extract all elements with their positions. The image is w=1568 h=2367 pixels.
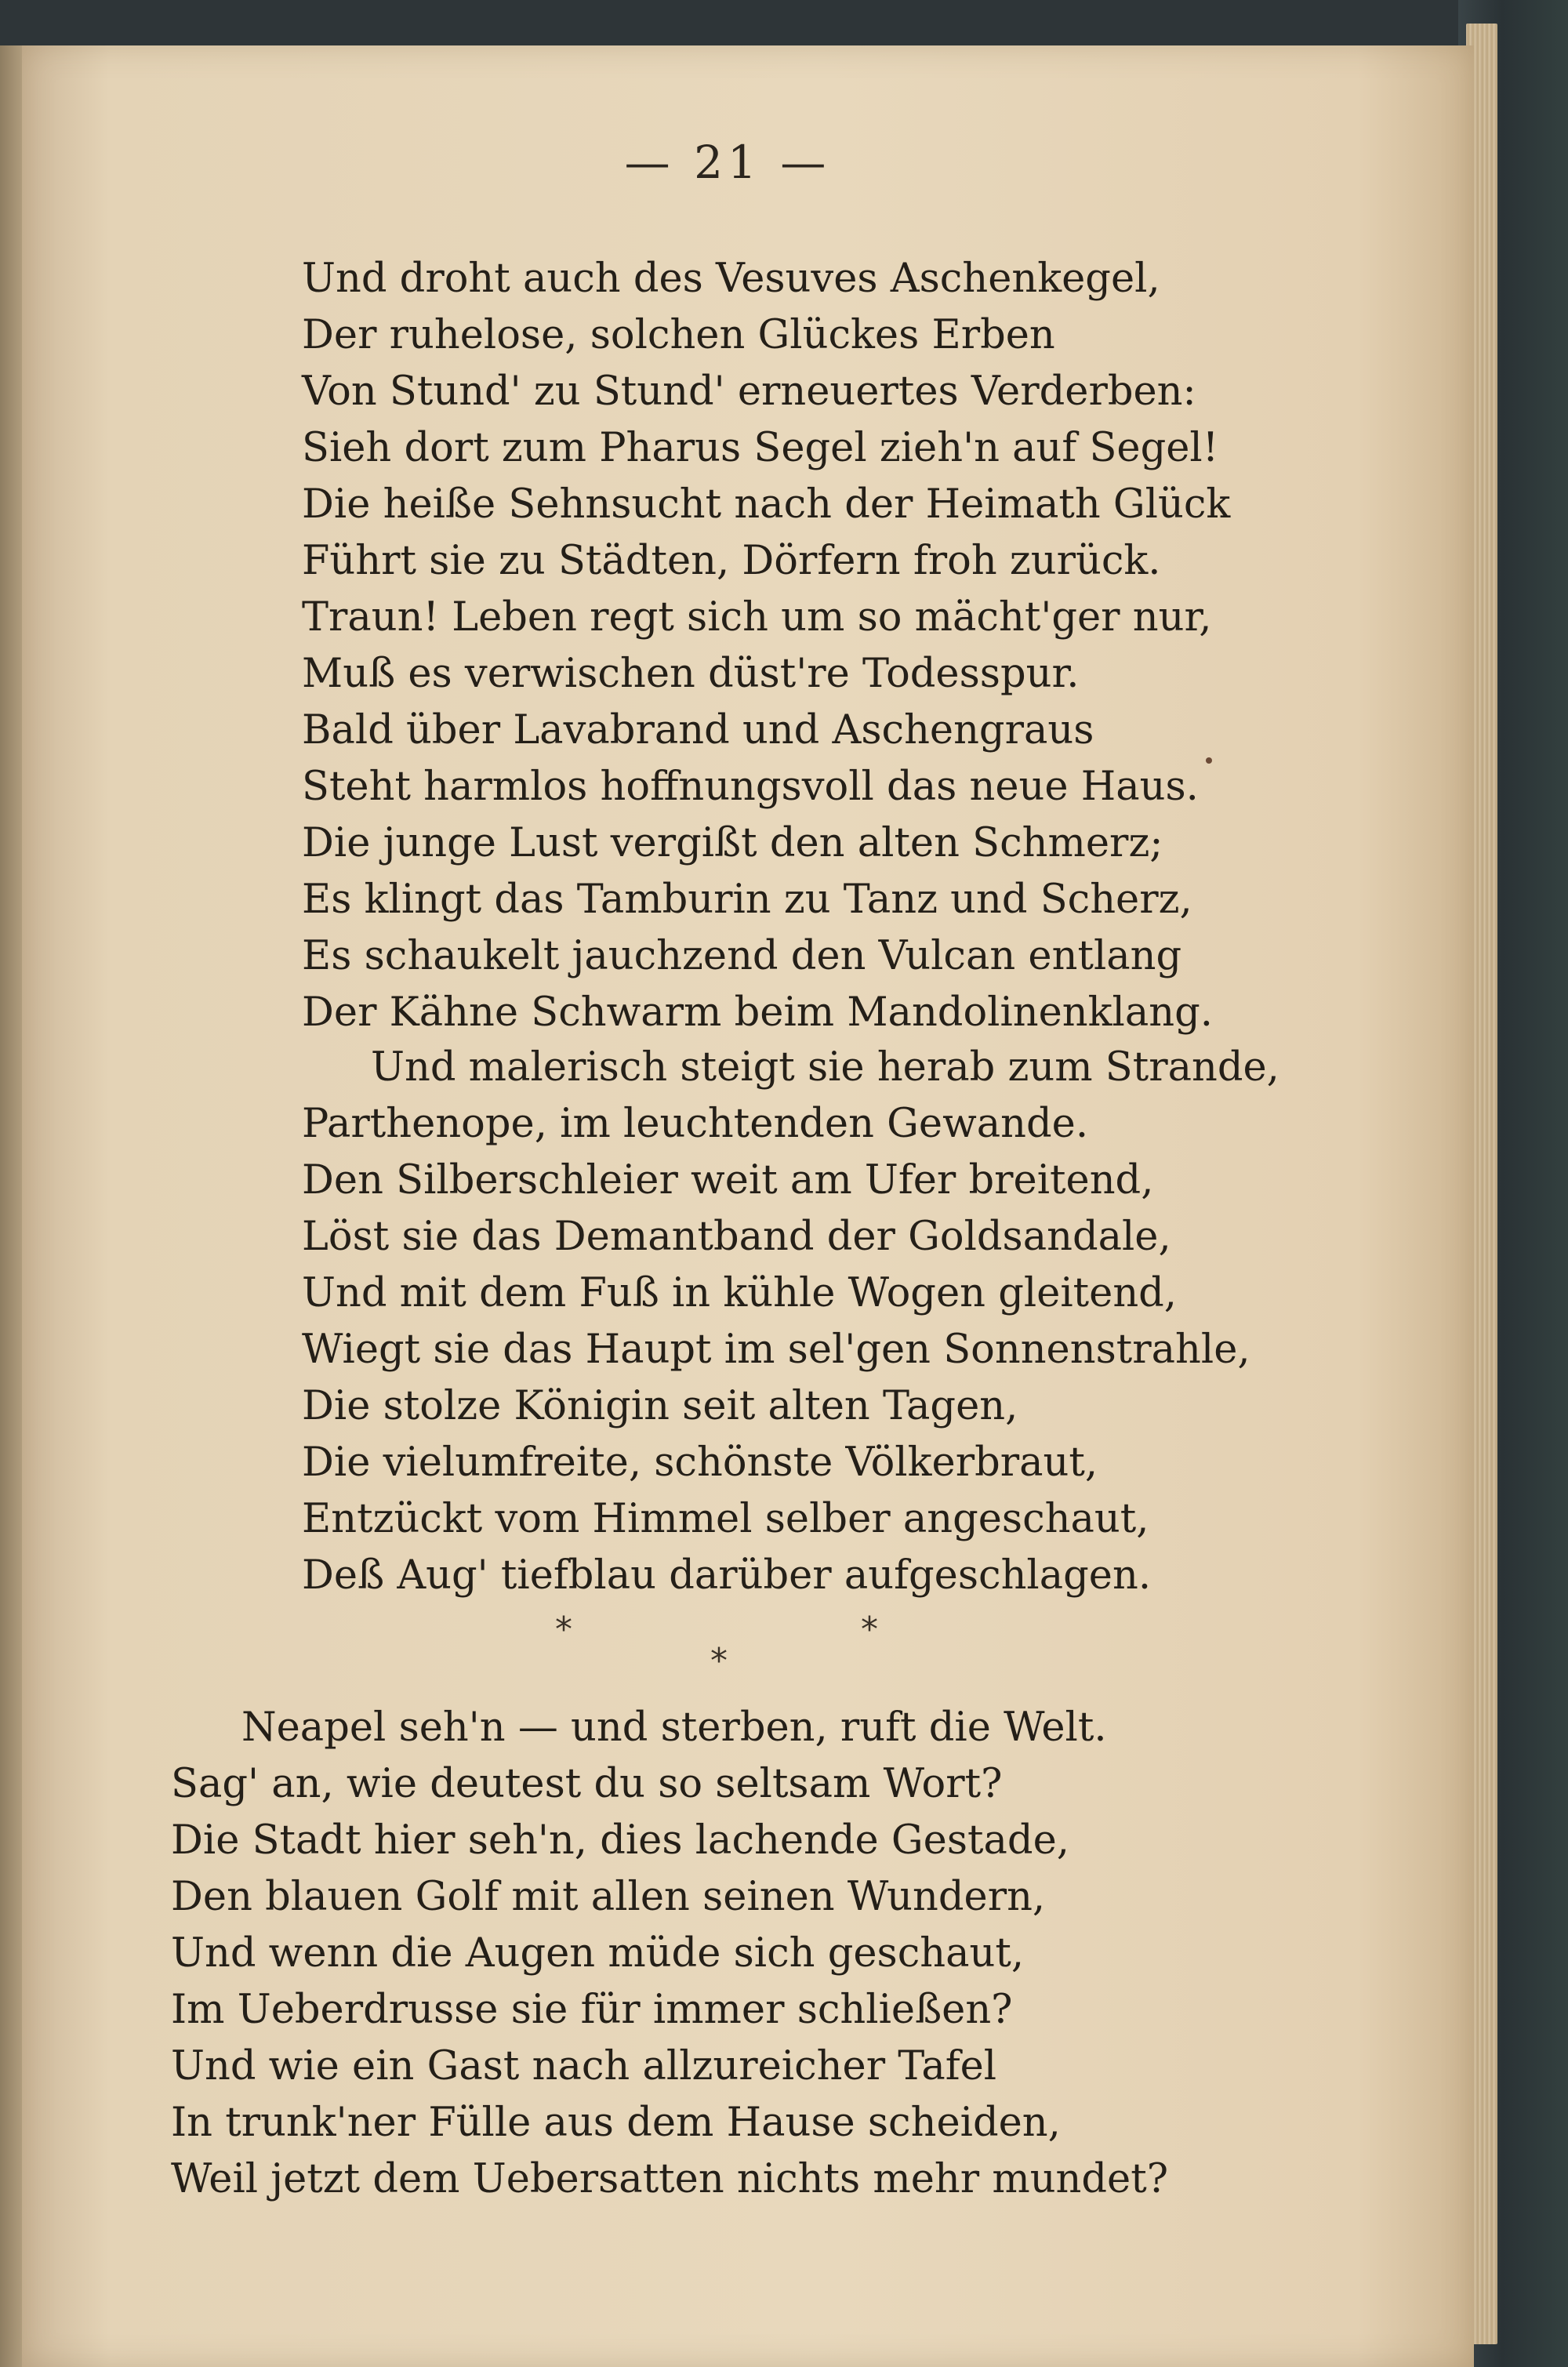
verse-line: Weil jetzt dem Uebersatten nichts mehr mundet? (171, 2156, 1169, 2202)
verse-line: Bald über Lavabrand und Aschengraus (302, 707, 1094, 753)
verse-line: Es klingt das Tamburin zu Tanz und Scherz, (302, 877, 1192, 923)
verse-line: Den Silberschleier weit am Ufer breitend, (302, 1157, 1154, 1203)
verse-line: Den blauen Golf mit allen seinen Wundern, (171, 1874, 1046, 1920)
verse-line: Die heiße Sehnsucht nach der Heimath Glück (302, 481, 1231, 528)
verse-line: Wiegt sie das Haupt im sel'gen Sonnenstrahle, (302, 1327, 1250, 1373)
stanza-1 (302, 251, 1230, 1041)
verse-line: Die vielumfreite, schönste Völkerbraut, (302, 1439, 1098, 1486)
verse-line: Und malerisch steigt sie herab zum Strande, (371, 1044, 1279, 1091)
verse-line: Und wie ein Gast nach allzureicher Tafel (171, 2043, 997, 2089)
verse-line: Muß es verwischen düst're Todesspur. (302, 651, 1080, 697)
verse-line: Und mit dem Fuß in kühle Wogen gleitend, (302, 1270, 1178, 1316)
verse-line: Führt sie zu Städten, Dörfern froh zurück. (302, 538, 1161, 584)
verse-line: In trunk'ner Fülle aus dem Hause scheiden, (171, 2100, 1061, 2146)
verse-line: Sag' an, wie deutest du so seltsam Wort? (171, 1761, 1003, 1807)
verse-line: Sieh dort zum Pharus Segel zieh'n auf Segel! (302, 425, 1219, 471)
stanza-3 (171, 1700, 1168, 2208)
verse-line: Von Stund' zu Stund' erneuertes Verderben: (302, 368, 1196, 415)
verse-line: Und droht auch des Vesuves Aschenkegel, (302, 256, 1160, 302)
asterism-star-center: * (710, 1641, 728, 1681)
verse-line: Die junge Lust vergißt den alten Schmerz; (302, 820, 1163, 866)
verse-line: Entzückt vom Himmel selber angeschaut, (302, 1496, 1149, 1542)
verse-line: Die stolze Königin seit alten Tagen, (302, 1383, 1018, 1429)
stanza-2 (302, 1040, 1279, 1604)
verse-line: Die Stadt hier seh'n, dies lachende Gestade, (171, 1817, 1069, 1864)
verse-line: Im Ueberdrusse sie für immer schließen? (171, 1987, 1013, 2033)
verse-line: Deß Aug' tiefblau darüber aufgeschlagen. (302, 1552, 1152, 1599)
verse-line: Es schaukelt jauchzend den Vulcan entlang (302, 933, 1182, 979)
verse-line: Traun! Leben regt sich um so mächt'ger nur, (302, 594, 1212, 641)
verse-line: Und wenn die Augen müde sich geschaut, (171, 1930, 1025, 1977)
book-page (22, 45, 1474, 2367)
verse-line: Löst sie das Demantband der Goldsandale, (302, 1214, 1171, 1260)
verse-line: Der Kähne Schwarm beim Mandolinenklang. (302, 989, 1213, 1036)
asterism-star-left: * (555, 1610, 572, 1650)
verse-line: Steht harmlos hoffnungsvoll das neue Haus. (302, 764, 1199, 810)
page-number: — 21 — (624, 136, 831, 189)
verse-line: Der ruhelose, solchen Glückes Erben (302, 312, 1055, 358)
verse-line: Parthenope, im leuchtenden Gewande. (302, 1101, 1089, 1147)
asterism-star-right: * (861, 1610, 878, 1650)
verse-line: Neapel seh'n — und sterben, ruft die Welt. (241, 1704, 1107, 1751)
